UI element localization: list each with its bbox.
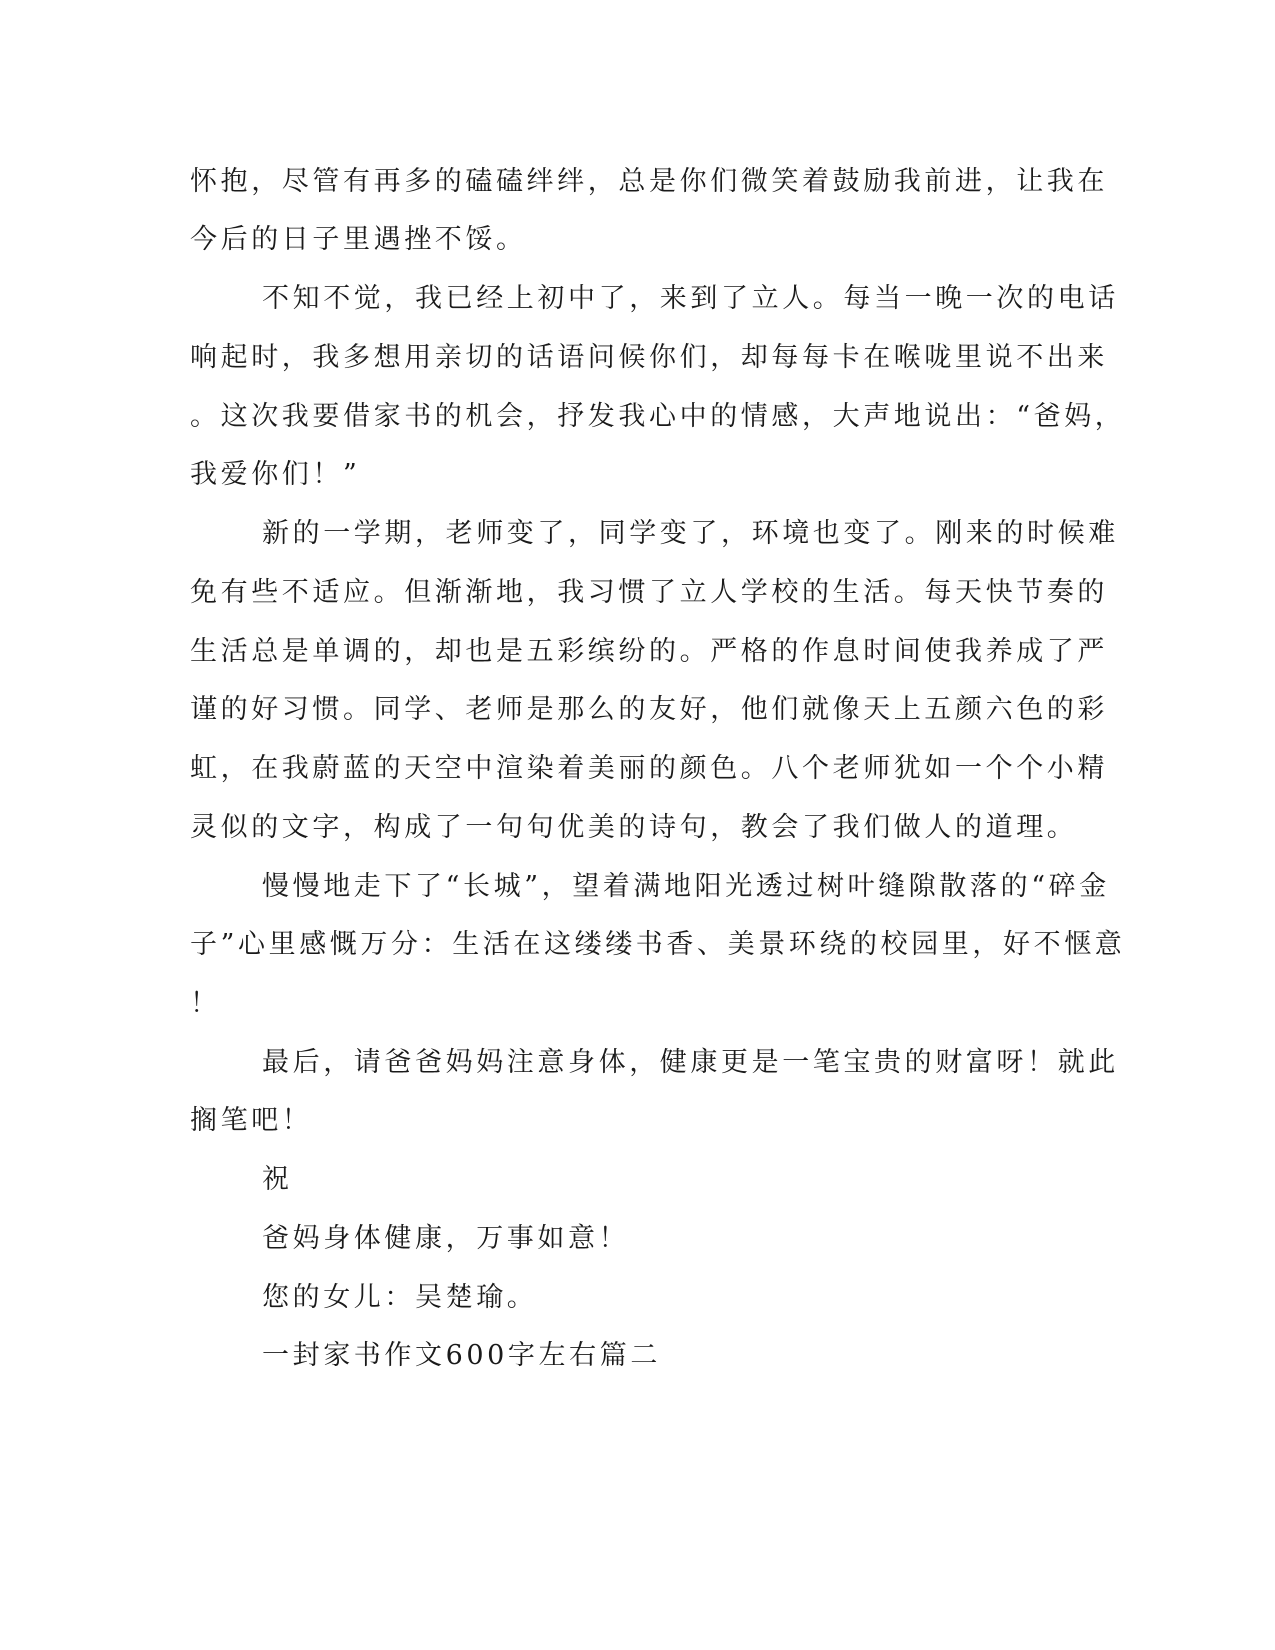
- text-line-20: 您的女儿：吴楚瑜。: [262, 1282, 538, 1313]
- text-line-2: 今后的日子里遇挫不馁。: [190, 224, 527, 255]
- text-line-17: 搁笔吧！: [190, 1105, 313, 1136]
- text-line-14: 子”心里感慨万分：生活在这缕缕书香、美景环绕的校园里，好不惬意: [190, 929, 1126, 960]
- text-line-21: 一封家书作文600字左右篇二: [262, 1340, 661, 1371]
- text-line-12: 灵似的文字，构成了一句句优美的诗句，教会了我们做人的道理。: [190, 812, 1078, 843]
- text-line-6: 我爱你们！”: [190, 459, 361, 490]
- text-line-5: 。这次我要借家书的机会，抒发我心中的情感，大声地说出：“爸妈，: [190, 401, 1126, 432]
- text-line-8: 免有些不适应。但渐渐地，我习惯了立人学校的生活。每天快节奏的: [190, 577, 1108, 608]
- text-line-19: 爸妈身体健康，万事如意！: [262, 1223, 630, 1254]
- text-line-10: 谨的好习惯。同学、老师是那么的友好，他们就像天上五颜六色的彩: [190, 694, 1108, 725]
- text-line-3: 不知不觉，我已经上初中了，来到了立人。每当一晚一次的电话: [262, 283, 1119, 314]
- text-line-11: 虹，在我蔚蓝的天空中渲染着美丽的颜色。八个老师犹如一个个小精: [190, 753, 1108, 784]
- text-line-4: 响起时，我多想用亲切的话语问候你们，却每每卡在喉咙里说不出来: [190, 342, 1108, 373]
- text-line-1: 怀抱，尽管有再多的磕磕绊绊，总是你们微笑着鼓励我前进，让我在: [190, 166, 1108, 197]
- text-line-15: ！: [190, 988, 221, 1019]
- text-line-16: 最后，请爸爸妈妈注意身体，健康更是一笔宝贵的财富呀！就此: [262, 1047, 1119, 1078]
- text-line-7: 新的一学期，老师变了，同学变了，环境也变了。刚来的时候难: [262, 518, 1119, 549]
- text-line-18: 祝: [262, 1164, 293, 1195]
- text-line-13: 慢慢地走下了“长城”，望着满地阳光透过树叶缝隙散落的“碎金: [262, 871, 1110, 902]
- text-line-9: 生活总是单调的，却也是五彩缤纷的。严格的作息时间使我养成了严: [190, 636, 1108, 667]
